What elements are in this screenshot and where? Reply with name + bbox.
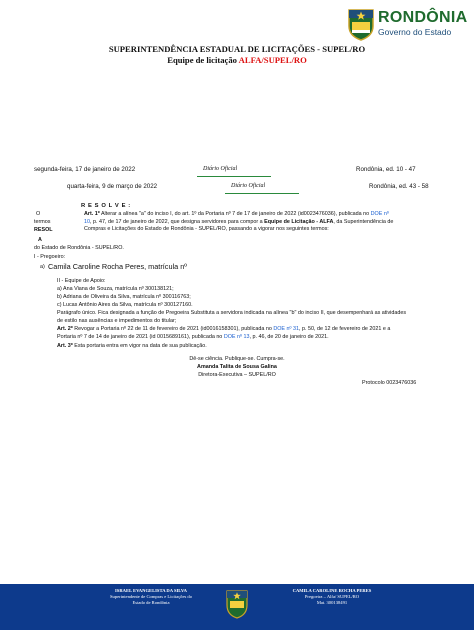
footer-left-state: Estado de Rondônia [132, 600, 170, 605]
art3-label: Art. 3º [57, 343, 73, 349]
team-prefix: Equipe de licitação [167, 55, 237, 65]
footer-seal [224, 588, 250, 620]
fragment-termos: termos [34, 219, 51, 225]
support-member-c: c) Lucas Antônio Aires da Silva, matrícula nº 300127160. [57, 302, 193, 308]
art2-label: Art. 2º [57, 326, 73, 332]
team-name: ALFA/SUPEL/RO [238, 55, 307, 65]
pregoeiro-name: Camila Caroline Rocha Peres, matrícula nº [48, 262, 187, 271]
support-member-a: a) Ana Viana de Souza, matrícula nº 300138121; [57, 286, 174, 292]
publication-2-edition: Rondônia, ed. 43 - 58 [369, 183, 429, 190]
state-coat-of-arms-icon [224, 588, 250, 620]
article-2 [57, 326, 419, 341]
page-title: SUPERINTENDÊNCIA ESTADUAL DE LICITAÇÕES - SUPEL/RO [108, 44, 366, 54]
art1-team: Equipe de Licitação - ALFA [264, 218, 334, 225]
closing-line: Dê-se ciência. Publique-se. Cumpra-se. [189, 356, 285, 362]
publication-2-rule [225, 193, 299, 194]
pregoeiro-marker: a) [40, 264, 45, 270]
logo-subtitle: Governo do Estado [378, 27, 452, 37]
art2-text3: Portaria nº 7 de 14 de janeiro de 2021 (id 0015689161), publicada no [57, 333, 223, 340]
fragment-o: O [36, 211, 41, 217]
publication-2-journal: Diário Oficial [231, 183, 266, 189]
fragment-a: A [38, 237, 42, 243]
support-team-heading: II - Equipe de Apoio: [57, 278, 106, 284]
publication-1-rule [197, 176, 271, 177]
art1-line3: , da Superintendência de [333, 218, 394, 225]
signatory-name: Amanda Talita de Sousa Galina [197, 364, 277, 370]
support-member-b: b) Adriana de Oliveira da Silva, matrícula nº 300116763; [57, 294, 191, 300]
pregoeiro-heading: I - Pregoeiro: [34, 254, 66, 260]
publication-2-date: quarta-feira, 9 de março de 2022 [67, 183, 158, 190]
art2-text4: , p. 46, de 20 de janeiro de 2021. [249, 333, 329, 340]
signatory-role: Diretora-Executiva – SUPEL/RO [198, 372, 276, 378]
paragraph-line-1: Parágrafo único. Fica designada a função de Pregoeira Substituta a servidora indicada na alínea "b" do inciso II, que desempenhará as atividades [57, 310, 407, 316]
team-heading [0, 55, 474, 65]
article-1 [84, 211, 446, 234]
footer-right-role: Pregoeira – Alfa/ SUPEL/RO [304, 594, 360, 599]
art2-doe-31-link[interactable]: DOE nº 31 [273, 326, 299, 332]
footer-right-mat: Mat. 300138491 [316, 600, 348, 605]
protocol-number: Protocolo 0023476036 [362, 380, 417, 386]
footer-left-signature [66, 588, 236, 606]
publication-1-date: segunda-feira, 17 de janeiro de 2022 [34, 166, 136, 173]
art1-doe-number-link[interactable]: 10 [84, 218, 90, 225]
art1-label: Art. 1º [84, 211, 100, 217]
footer-right-name: CAMILA CAROLINE ROCHA PERES [292, 588, 372, 593]
logo-title: RONDÔNIA [378, 9, 468, 26]
art2-doe-13-link[interactable]: DOE nº 13 [223, 333, 250, 340]
logo-text [378, 10, 468, 37]
fragment-resol: RESOL [34, 227, 53, 233]
state-seal-icon [346, 6, 376, 42]
art2-text2: , p. 50, de 12 de fevereiro de 2021 e a [298, 326, 391, 332]
article-3 [57, 343, 207, 351]
publication-1-journal: Diário Oficial [203, 166, 238, 172]
resolve-heading: R E S O L V E : [81, 203, 131, 209]
art1-doe-link[interactable]: DOE nº [370, 211, 389, 217]
art1-line2: , p. 47, de 17 de janeiro de 2022, que designa servidores para compor a [90, 218, 263, 225]
art1-line4: Compras e Licitações do Estado de Rondônia - SUPEL/RO, passando a vigorar nos seguintes termos: [84, 226, 329, 233]
footer-left-name: ISRAEL EVANGELISTA DA SILVA [115, 588, 187, 593]
footer-left-role: Superintendente de Compras e Licitações do [109, 594, 193, 599]
paragraph-line-2: de estilo nas ausências e impedimentos do titular; [57, 318, 177, 324]
footer-right-signature [262, 588, 402, 606]
estado-line: do Estado de Rondônia - SUPEL/RO. [34, 245, 124, 251]
art2-text1: Revogar a Portaria nº 22 de 11 de fevereiro de 2021 (id0016158301), publicada no [74, 326, 272, 332]
art1-line1: Alterar a alínea "a" do inciso I, do art. 1º da Portaria nº 7 de 17 de janeiro de 2022 (id0023476036), publicada no [100, 211, 370, 217]
art3-text: Esta portaria entra em vigor na data de sua publicação. [74, 343, 207, 349]
publication-1-edition: Rondônia, ed. 10 - 47 [356, 166, 416, 173]
